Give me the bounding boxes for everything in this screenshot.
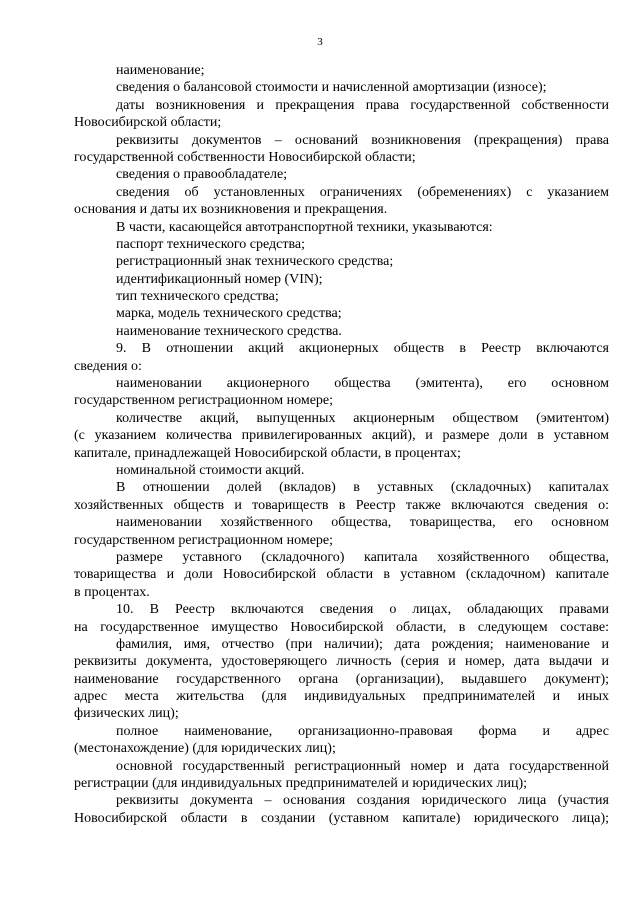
- text-line: реквизиты документа – основания создания юридического лица (участия: [116, 793, 609, 809]
- text-line: в процентах.: [74, 584, 150, 600]
- text-line: хозяйственных обществ и товариществ в Реестр также включаются сведения о:: [74, 497, 609, 513]
- text-line: на государственное имущество Новосибирской области, в следующем составе:: [74, 619, 609, 635]
- text-line: тип технического средства;: [116, 289, 279, 305]
- text-line: регистрационный знак технического средства;: [116, 254, 394, 270]
- text-line: идентификационный номер (VIN);: [116, 271, 323, 287]
- text-line: физических лиц);: [74, 706, 179, 722]
- text-line: марка, модель технического средства;: [116, 306, 342, 322]
- text-line: (с указанием количества привилегированных акций), и размере доли в уставном: [74, 428, 609, 444]
- document-body: [74, 62, 609, 827]
- text-line: даты возникновения и прекращения права государственной собственности: [116, 97, 609, 113]
- text-line: государственном регистрационном номере;: [74, 393, 334, 409]
- text-line: В отношении долей (вкладов) в уставных (складочных) капиталах: [116, 480, 609, 496]
- text-line: наименовании хозяйственного общества, товарищества, его основном: [116, 515, 609, 531]
- text-line: основания и даты их возникновения и прекращения.: [74, 202, 388, 218]
- text-line: сведения о:: [74, 358, 142, 374]
- text-line: сведения о правообладателе;: [116, 167, 288, 183]
- text-line: Новосибирской области в создании (уставном капитале) юридического лица);: [74, 810, 609, 826]
- text-line: сведения об установленных ограничениях (обременениях) с указанием: [116, 184, 609, 200]
- text-line: адрес места жительства (для индивидуальных предпринимателей и иных: [74, 689, 609, 705]
- text-line: количестве акций, выпущенных акционерным обществом (эмитентом): [116, 410, 609, 426]
- text-line: наименование;: [116, 63, 205, 78]
- text-line: полное наименование, организационно-правовая форма и адрес: [116, 723, 609, 739]
- text-line: реквизиты документа, удостоверяющего личность (серия и номер, дата выдачи и: [74, 654, 609, 670]
- text-line: наименование государственного органа (организации), выдавшего документ);: [74, 671, 609, 687]
- text-line: наименование технического средства.: [116, 323, 342, 339]
- text-line: государственном регистрационном номере;: [74, 532, 334, 548]
- text-line: номинальной стоимости акций.: [116, 462, 305, 478]
- text-line: основной государственный регистрационный номер и дата государственной: [116, 758, 609, 774]
- text-line: 9. В отношении акций акционерных обществ в Реестр включаются: [116, 341, 609, 357]
- text-line: товарищества и доли Новосибирской области в уставном (складочном) капитале: [74, 567, 609, 583]
- text-line: (местонахождение) (для юридических лиц);: [74, 741, 336, 757]
- text-line: реквизиты документов – оснований возникновения (прекращения) права: [116, 132, 609, 148]
- page-number: 3: [317, 36, 323, 48]
- text-line: размере уставного (складочного) капитала хозяйственного общества,: [116, 549, 609, 565]
- text-line: 10. В Реестр включаются сведения о лицах, обладающих правами: [116, 602, 609, 618]
- text-line: капитале, принадлежащей Новосибирской области, в процентах;: [74, 445, 461, 461]
- text-line: государственной собственности Новосибирской области;: [74, 149, 416, 165]
- text-line: регистрации (для индивидуальных предпринимателей и юридических лиц);: [74, 776, 528, 792]
- text-line: В части, касающейся автотранспортной техники, указываются:: [116, 219, 493, 235]
- text-line: наименовании акционерного общества (эмитента), его основном: [116, 376, 609, 392]
- text-line: паспорт технического средства;: [116, 236, 306, 252]
- text-line: сведения о балансовой стоимости и начисленной амортизации (износе);: [116, 80, 547, 96]
- text-line: Новосибирской области;: [74, 115, 222, 131]
- text-line: фамилия, имя, отчество (при наличии); дата рождения; наименование и: [116, 636, 609, 652]
